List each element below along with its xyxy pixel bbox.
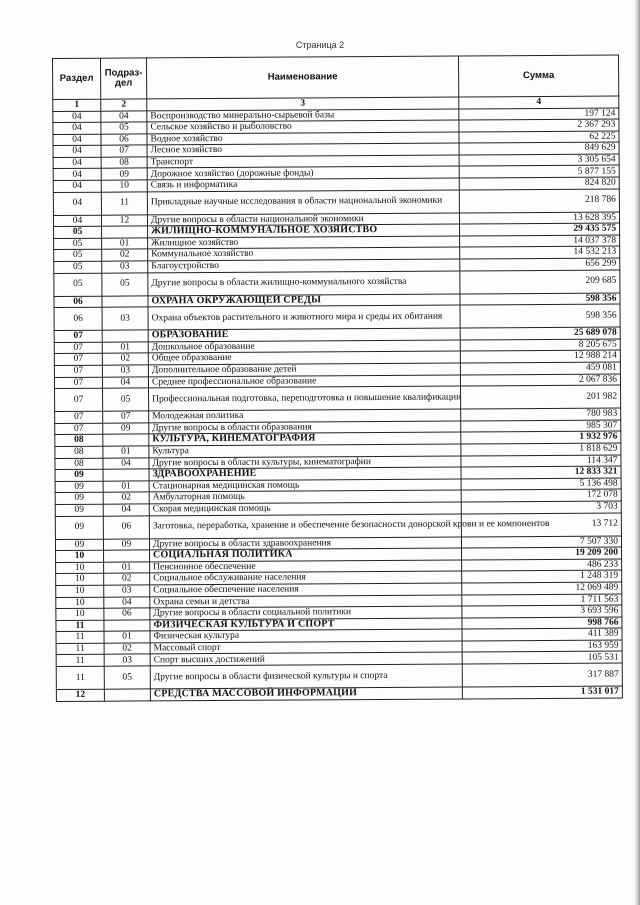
section-code: 11	[56, 655, 104, 667]
item-amount: 114 347	[461, 455, 621, 468]
section-code: 10	[56, 585, 104, 597]
subsection-code: 11	[101, 192, 147, 215]
item-name: Воспроизводство минерально-сырьевой базы	[147, 109, 459, 122]
item-amount: 14 037 378	[460, 235, 620, 248]
item-amount: 29 435 575	[460, 223, 620, 236]
subsection-code: 05	[104, 666, 150, 689]
item-amount: 656 299	[460, 258, 620, 271]
section-code: 08	[55, 435, 103, 447]
page-edge-shadow	[634, 0, 640, 905]
subsection-code: 04	[104, 596, 150, 608]
item-name: Молодежная политика	[149, 409, 461, 422]
section-code: 07	[55, 388, 103, 411]
item-name: ЖИЛИЩНО-КОММУНАЛЬНОЕ ХОЗЯЙСТВО	[148, 224, 460, 237]
subsection-code: 04	[101, 110, 147, 122]
subsection-code: 01	[103, 481, 149, 493]
section-code: 08	[55, 446, 103, 458]
item-name: Дошкольное образование	[148, 340, 460, 353]
section-code: 11	[56, 631, 104, 643]
section-code: 07	[54, 330, 102, 342]
item-name: СОЦИАЛЬНАЯ ПОЛИТИКА	[150, 548, 462, 561]
item-amount: 12 833 321	[461, 466, 621, 479]
section-code: 09	[55, 516, 103, 539]
section-code: 07	[54, 365, 102, 377]
section-code: 05	[54, 273, 102, 296]
section-code: 04	[53, 169, 101, 181]
subsection-code: 01	[103, 446, 149, 458]
section-code: 09	[55, 493, 103, 505]
item-name: Жилищное хозяйство	[148, 236, 460, 249]
item-amount: 197 124	[459, 108, 619, 121]
item-amount: 105 531	[462, 651, 622, 664]
subsection-code: 10	[101, 180, 147, 192]
item-amount: 14 532 213	[460, 246, 620, 259]
section-code: 07	[54, 342, 102, 354]
item-name: Другие вопросы в области физической культуры и спорта	[150, 664, 462, 689]
item-name: Дополнительное образование детей	[148, 363, 460, 376]
item-name: Другие вопросы в области образования	[149, 421, 461, 434]
item-amount: 824 820	[459, 177, 619, 190]
subsection-code: 03	[104, 585, 150, 597]
subsection-code	[104, 550, 150, 562]
subsection-code: 04	[103, 504, 149, 516]
header-section: Раздел	[53, 58, 101, 99]
item-name: Пенсионное обеспечение	[150, 560, 462, 573]
section-code: 10	[56, 562, 104, 574]
item-amount: 998 766	[462, 617, 622, 630]
item-name: Другие вопросы в области жилищно-коммунального хозяйства	[148, 271, 460, 296]
section-code: 04	[53, 215, 101, 227]
subsection-code: 02	[103, 492, 149, 504]
item-amount: 3 703	[461, 501, 621, 514]
item-amount: 1 818 629	[461, 443, 621, 456]
section-code: 04	[53, 111, 101, 123]
item-amount: 459 081	[460, 362, 620, 375]
subsection-code: 09	[101, 168, 147, 180]
item-name: Связь и информатика	[147, 178, 459, 191]
subsection-code	[102, 226, 148, 238]
item-name: Культура	[149, 444, 461, 457]
section-code: 09	[55, 504, 103, 516]
item-amount: 1 531 017	[462, 686, 622, 699]
item-name: Среднее профессиональное образование	[148, 375, 460, 388]
subsection-code: 06	[101, 134, 147, 146]
item-name: Массовый спорт	[150, 641, 462, 654]
item-amount: 218 786	[459, 189, 619, 213]
item-name: Социальное обеспечение населения	[150, 583, 462, 596]
subsection-code: 02	[102, 249, 148, 261]
section-code: 04	[53, 192, 101, 215]
item-name: Физическая культура	[150, 629, 462, 642]
section-code: 11	[56, 620, 104, 632]
item-amount: 201 982	[461, 385, 621, 409]
section-code: 07	[55, 411, 103, 423]
col-number-3: 3	[147, 97, 459, 110]
item-name: Общее образование	[148, 351, 460, 364]
subsection-code: 05	[103, 388, 149, 411]
section-code: 07	[55, 423, 103, 435]
section-code: 07	[54, 354, 102, 366]
table-row	[54, 270, 620, 296]
col-number-2: 2	[101, 99, 147, 111]
item-name: КУЛЬТУРА, КИНЕМАТОГРАФИЯ	[149, 432, 461, 445]
col-number-1: 1	[53, 99, 101, 111]
item-amount: 172 078	[461, 489, 621, 502]
item-amount: 12 988 214	[460, 350, 620, 363]
page-number: Страница 2	[295, 40, 345, 50]
section-code: 04	[53, 134, 101, 146]
item-amount: 598 356	[460, 293, 620, 306]
col-number-4: 4	[459, 96, 619, 108]
header-subsection: Подраз-дел	[101, 58, 147, 99]
item-name: Профессиональная подготовка, переподготовка и повышение квалификации	[149, 386, 461, 411]
item-name: ОБРАЗОВАНИЕ	[148, 328, 460, 341]
item-name: Другие вопросы в области культуры, кинематографии	[149, 456, 461, 469]
section-code: 04	[53, 157, 101, 169]
item-amount: 411 389	[462, 628, 622, 641]
subsection-code: 05	[102, 273, 148, 296]
subsection-code: 01	[104, 562, 150, 574]
subsection-code: 09	[103, 423, 149, 435]
subsection-code: 07	[103, 411, 149, 423]
header-name: Наименование	[147, 56, 459, 99]
subsection-code: 03	[102, 261, 148, 273]
item-amount: 3 693 596	[462, 605, 622, 618]
item-name: Лесное хозяйство	[147, 143, 459, 156]
subsection-code: 02	[102, 353, 148, 365]
item-name: Другие вопросы в области здравоохранения	[149, 537, 461, 550]
section-code: 07	[54, 377, 102, 389]
subsection-code: 01	[102, 238, 148, 250]
section-code: 05	[54, 226, 102, 238]
item-name: ФИЗИЧЕСКАЯ КУЛЬТУРА И СПОРТ	[150, 618, 462, 631]
item-name: Стационарная медицинская помощь	[149, 479, 461, 492]
subsection-code	[102, 296, 148, 308]
item-name: Спорт высших достижений	[150, 652, 462, 665]
section-code: 09	[55, 469, 103, 481]
section-code: 10	[56, 608, 104, 620]
item-amount: 8 205 675	[460, 339, 620, 352]
item-name: Дорожное хозяйство (дорожные фонды)	[147, 166, 459, 179]
subsection-code: 03	[102, 365, 148, 377]
section-code: 05	[54, 238, 102, 250]
item-amount: 317 887	[462, 663, 622, 687]
subsection-code	[103, 434, 149, 446]
table-header-row	[53, 55, 619, 99]
section-code: 06	[54, 296, 102, 308]
item-amount: 5 136 498	[461, 478, 621, 491]
subsection-code: 02	[104, 643, 150, 655]
section-code: 09	[55, 481, 103, 493]
header-amount: Сумма	[458, 55, 618, 97]
item-amount: 163 959	[462, 640, 622, 653]
item-name: Другие вопросы в области социальной политики	[150, 606, 462, 619]
item-amount: 13 712	[461, 513, 621, 537]
item-name: Другие вопросы в области национальной экономики	[147, 213, 459, 226]
item-amount: 2 367 293	[459, 119, 619, 132]
item-name: Прикладные научные исследования в области национальной экономики	[147, 190, 459, 215]
item-name: СРЕДСТВА МАССОВОЙ ИНФОРМАЦИИ	[150, 687, 462, 700]
table-row	[54, 304, 620, 330]
item-amount: 598 356	[460, 304, 620, 328]
section-code: 06	[54, 307, 102, 330]
item-amount: 780 983	[461, 408, 621, 421]
subsection-code: 09	[103, 538, 149, 550]
item-amount: 3 305 654	[459, 154, 619, 167]
item-name: Скорая медицинская помощь	[149, 502, 461, 515]
section-code: 11	[56, 666, 104, 689]
section-code: 04	[53, 145, 101, 157]
item-amount: 849 629	[459, 142, 619, 155]
subsection-code	[104, 689, 150, 701]
section-code: 10	[56, 550, 104, 562]
item-amount: 13 628 395	[459, 212, 619, 225]
item-amount: 209 685	[460, 270, 620, 294]
subsection-code	[103, 469, 149, 481]
item-amount: 12 069 489	[462, 582, 622, 595]
table-row	[53, 189, 619, 215]
subsection-code	[104, 620, 150, 632]
subsection-code: 03	[102, 307, 148, 330]
section-code: 09	[55, 539, 103, 551]
subsection-code: 04	[103, 457, 149, 469]
subsection-code: 01	[102, 342, 148, 354]
budget-table	[52, 55, 623, 702]
item-name: Охрана семьи и детства	[150, 595, 462, 608]
subsection-code: 05	[101, 122, 147, 134]
item-name: Водное хозяйство	[147, 132, 459, 145]
item-amount: 2 067 836	[460, 374, 620, 387]
subsection-code: 04	[102, 377, 148, 389]
section-code: 11	[56, 643, 104, 655]
subsection-code: 07	[101, 145, 147, 157]
item-amount: 1 932 976	[461, 431, 621, 444]
item-amount: 62 225	[459, 131, 619, 144]
item-name: Сельское хозяйство и рыболовство	[147, 120, 459, 133]
subsection-code	[102, 330, 148, 342]
section-code: 05	[54, 261, 102, 273]
subsection-code: 02	[104, 573, 150, 585]
section-code: 10	[56, 597, 104, 609]
subsection-code: 06	[103, 515, 149, 538]
section-row	[56, 686, 622, 701]
table-row	[55, 513, 621, 539]
item-name: Амбулаторная помощь	[149, 490, 461, 503]
item-name: Охрана объектов растительного и животного мира и среды их обитания	[148, 305, 460, 330]
item-name: Социальное обслуживание населения	[150, 571, 462, 584]
item-name: Заготовка, переработка, хранение и обеспечение безопасности донорской крови и ее компонентов	[149, 514, 461, 539]
item-name: Транспорт	[147, 155, 459, 168]
subsection-code: 12	[101, 215, 147, 227]
item-amount: 7 507 330	[461, 536, 621, 549]
subsection-code: 01	[104, 631, 150, 643]
table-row	[56, 663, 622, 689]
item-name: Коммунальное хозяйство	[148, 247, 460, 260]
item-name: Благоустройство	[148, 259, 460, 272]
item-amount: 1 711 563	[462, 594, 622, 607]
section-code: 12	[56, 689, 104, 701]
subsection-code: 06	[104, 608, 150, 620]
section-code: 08	[55, 458, 103, 470]
subsection-code: 08	[101, 157, 147, 169]
section-code: 10	[56, 574, 104, 586]
item-amount: 1 248 319	[462, 570, 622, 583]
item-name: ОХРАНА ОКРУЖАЮЩЕЙ СРЕДЫ	[148, 294, 460, 307]
item-name: ЗДРАВООХРАНЕНИЕ	[149, 467, 461, 480]
item-amount: 19 209 200	[462, 547, 622, 560]
item-amount: 25 689 078	[460, 327, 620, 340]
section-code: 04	[53, 180, 101, 192]
item-amount: 5 877 155	[459, 166, 619, 179]
subsection-code: 03	[104, 654, 150, 666]
section-code: 04	[53, 122, 101, 134]
table-row	[55, 385, 621, 411]
section-code: 05	[54, 250, 102, 262]
item-amount: 486 233	[462, 559, 622, 572]
item-amount: 985 307	[461, 420, 621, 433]
